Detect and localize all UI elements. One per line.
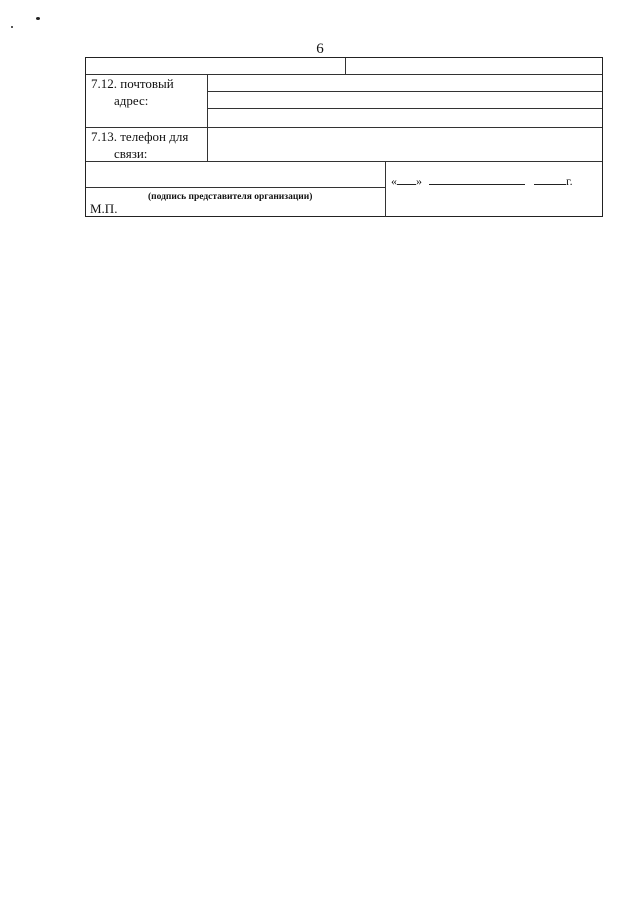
signature-caption: (подпись представителя организации) [148, 192, 313, 202]
phone-label-cont: связи: [114, 146, 148, 161]
column-divider [345, 58, 346, 74]
year-suffix: г. [566, 174, 573, 188]
postal-address-label-cont: адрес: [114, 93, 149, 108]
scan-artifact [36, 17, 40, 20]
column-divider [207, 74, 208, 161]
page-number: 6 [316, 41, 324, 57]
signature-line [86, 187, 385, 188]
row-divider [86, 161, 602, 162]
postal-address-label: 7.12. почтовый [91, 76, 174, 91]
date-month-blank [429, 174, 525, 185]
phone-label: 7.13. телефон для [91, 129, 189, 144]
date-day-blank [397, 174, 416, 185]
column-divider [385, 161, 386, 217]
scan-artifact [11, 26, 13, 28]
date-close-quote: » [416, 174, 422, 188]
stamp-label: М.П. [90, 201, 118, 216]
contact-form-table [85, 57, 603, 217]
postal-address-line-1 [207, 91, 602, 92]
date-field [391, 174, 573, 189]
postal-address-line-2 [207, 108, 602, 109]
date-open-quote: « [391, 174, 397, 188]
date-year-blank [534, 174, 566, 185]
